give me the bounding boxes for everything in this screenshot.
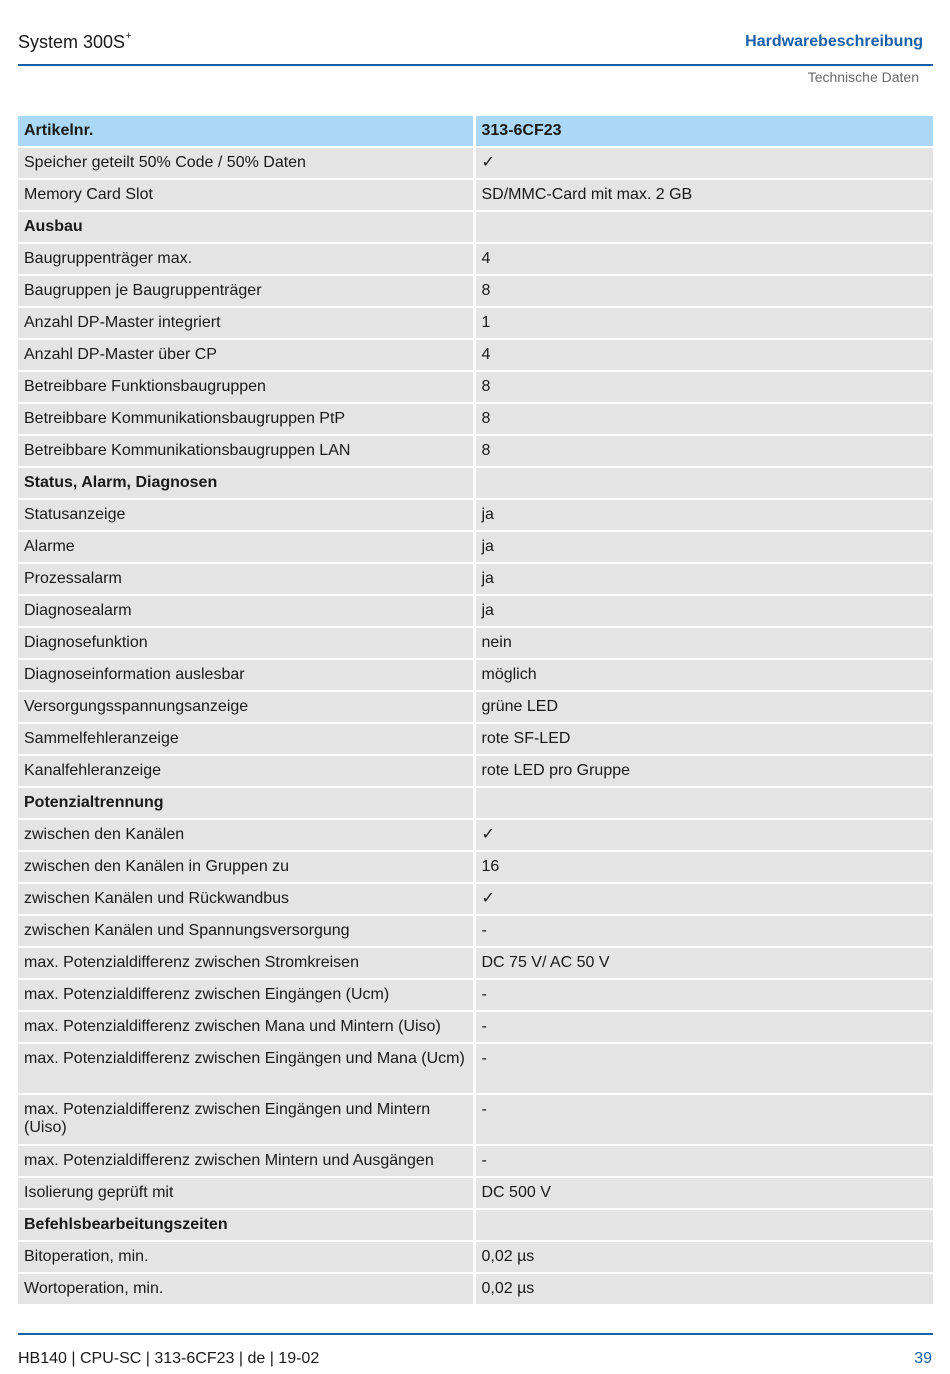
table-row (18, 180, 933, 210)
row-label: Statusanzeige (18, 500, 473, 530)
table-row (18, 692, 933, 722)
row-label: Anzahl DP-Master über CP (18, 340, 473, 370)
row-label: zwischen Kanälen und Rückwandbus (18, 884, 473, 914)
row-label: max. Potenzialdifferenz zwischen Eingängen und Mintern (Uiso) (18, 1095, 473, 1144)
table-row (18, 1146, 933, 1176)
table-row (18, 1044, 933, 1093)
table-row (18, 436, 933, 466)
table-body (18, 148, 933, 1304)
row-value: - (476, 916, 934, 946)
row-label: Betreibbare Funktionsbaugruppen (18, 372, 473, 402)
table-row (18, 1178, 933, 1208)
row-value: ja (476, 532, 934, 562)
table-row (18, 532, 933, 562)
table-group-row (18, 788, 933, 818)
row-value: ja (476, 500, 934, 530)
document-title-superscript: + (125, 30, 132, 42)
row-value: DC 500 V (476, 1178, 934, 1208)
row-label: Versorgungsspannungsanzeige (18, 692, 473, 722)
row-value: 1 (476, 308, 934, 338)
page-number: 39 (914, 1350, 932, 1367)
row-value: ja (476, 564, 934, 594)
row-value: - (476, 1146, 934, 1176)
row-value: - (476, 1095, 934, 1144)
row-label: Baugruppen je Baugruppenträger (18, 276, 473, 306)
table-row (18, 276, 933, 306)
table-header-value: 313-6CF23 (476, 116, 934, 146)
row-value (476, 468, 934, 498)
table-row (18, 884, 933, 914)
table-row (18, 724, 933, 754)
row-value: SD/MMC-Card mit max. 2 GB (476, 180, 934, 210)
row-label: Sammelfehleranzeige (18, 724, 473, 754)
table-header-row (18, 116, 933, 146)
row-label: zwischen den Kanälen (18, 820, 473, 850)
subsection-title: Technische Daten (807, 69, 919, 85)
table-row (18, 916, 933, 946)
table-row (18, 1274, 933, 1304)
table-row (18, 148, 933, 178)
row-label: Diagnosefunktion (18, 628, 473, 658)
footer-doc-reference: HB140 | CPU-SC | 313-6CF23 | de | 19-02 (18, 1350, 320, 1367)
row-label: max. Potenzialdifferenz zwischen Mana und Mintern (Uiso) (18, 1012, 473, 1042)
table-row (18, 948, 933, 978)
row-label: max. Potenzialdifferenz zwischen Eingängen und Mana (Ucm) (18, 1044, 473, 1093)
table-row (18, 1095, 933, 1144)
row-label: max. Potenzialdifferenz zwischen Eingängen (Ucm) (18, 980, 473, 1010)
row-label: Speicher geteilt 50% Code / 50% Daten (18, 148, 473, 178)
group-heading: Ausbau (18, 212, 473, 242)
row-label: Alarme (18, 532, 473, 562)
row-value: nein (476, 628, 934, 658)
row-label: Kanalfehleranzeige (18, 756, 473, 786)
row-value: rote SF-LED (476, 724, 934, 754)
row-label: max. Potenzialdifferenz zwischen Mintern und Ausgängen (18, 1146, 473, 1176)
row-value: ✓ (476, 820, 934, 850)
table-group-row (18, 468, 933, 498)
row-value (476, 212, 934, 242)
table-group-row (18, 1210, 933, 1240)
row-value: 8 (476, 372, 934, 402)
row-value (476, 1210, 934, 1240)
table-row (18, 308, 933, 338)
row-value: 8 (476, 276, 934, 306)
row-value: - (476, 1012, 934, 1042)
header-divider (18, 64, 933, 66)
row-label: zwischen den Kanälen in Gruppen zu (18, 852, 473, 882)
spec-table (18, 116, 933, 1306)
group-heading: Befehlsbearbeitungszeiten (18, 1210, 473, 1240)
row-value: 0,02 µs (476, 1274, 934, 1304)
row-value: rote LED pro Gruppe (476, 756, 934, 786)
row-label: max. Potenzialdifferenz zwischen Stromkreisen (18, 948, 473, 978)
row-label: Isolierung geprüft mit (18, 1178, 473, 1208)
table-row (18, 404, 933, 434)
row-value: DC 75 V/ AC 50 V (476, 948, 934, 978)
table-row (18, 564, 933, 594)
table-row (18, 820, 933, 850)
row-label: Diagnoseinformation auslesbar (18, 660, 473, 690)
row-label: Memory Card Slot (18, 180, 473, 210)
row-label: Bitoperation, min. (18, 1242, 473, 1272)
document-title-text: System 300S (18, 32, 126, 52)
table-row (18, 756, 933, 786)
section-title: Hardwarebeschreibung (745, 33, 923, 50)
table-row (18, 372, 933, 402)
table-row (18, 852, 933, 882)
row-value: ja (476, 596, 934, 626)
table-row (18, 660, 933, 690)
row-value: 4 (476, 244, 934, 274)
row-label: Baugruppenträger max. (18, 244, 473, 274)
row-label: zwischen Kanälen und Spannungsversorgung (18, 916, 473, 946)
group-heading: Status, Alarm, Diagnosen (18, 468, 473, 498)
table-row (18, 340, 933, 370)
row-value: - (476, 1044, 934, 1093)
group-heading: Potenzialtrennung (18, 788, 473, 818)
row-label: Diagnosealarm (18, 596, 473, 626)
footer-divider (18, 1333, 933, 1335)
table-header-label: Artikelnr. (18, 116, 473, 146)
row-label: Prozessalarm (18, 564, 473, 594)
table-row (18, 1012, 933, 1042)
row-label: Anzahl DP-Master integriert (18, 308, 473, 338)
row-value: 8 (476, 436, 934, 466)
row-value: 4 (476, 340, 934, 370)
row-label: Wortoperation, min. (18, 1274, 473, 1304)
table-row (18, 1242, 933, 1272)
row-value: ✓ (476, 884, 934, 914)
row-label: Betreibbare Kommunikationsbaugruppen PtP (18, 404, 473, 434)
row-value: - (476, 980, 934, 1010)
row-value: 16 (476, 852, 934, 882)
table-group-row (18, 212, 933, 242)
row-label: Betreibbare Kommunikationsbaugruppen LAN (18, 436, 473, 466)
table-row (18, 628, 933, 658)
row-value: 8 (476, 404, 934, 434)
row-value: 0,02 µs (476, 1242, 934, 1272)
document-title (18, 32, 132, 53)
row-value (476, 788, 934, 818)
table-row (18, 980, 933, 1010)
row-value: ✓ (476, 148, 934, 178)
row-value: möglich (476, 660, 934, 690)
table-row (18, 244, 933, 274)
table-row (18, 596, 933, 626)
row-value: grüne LED (476, 692, 934, 722)
table-row (18, 500, 933, 530)
